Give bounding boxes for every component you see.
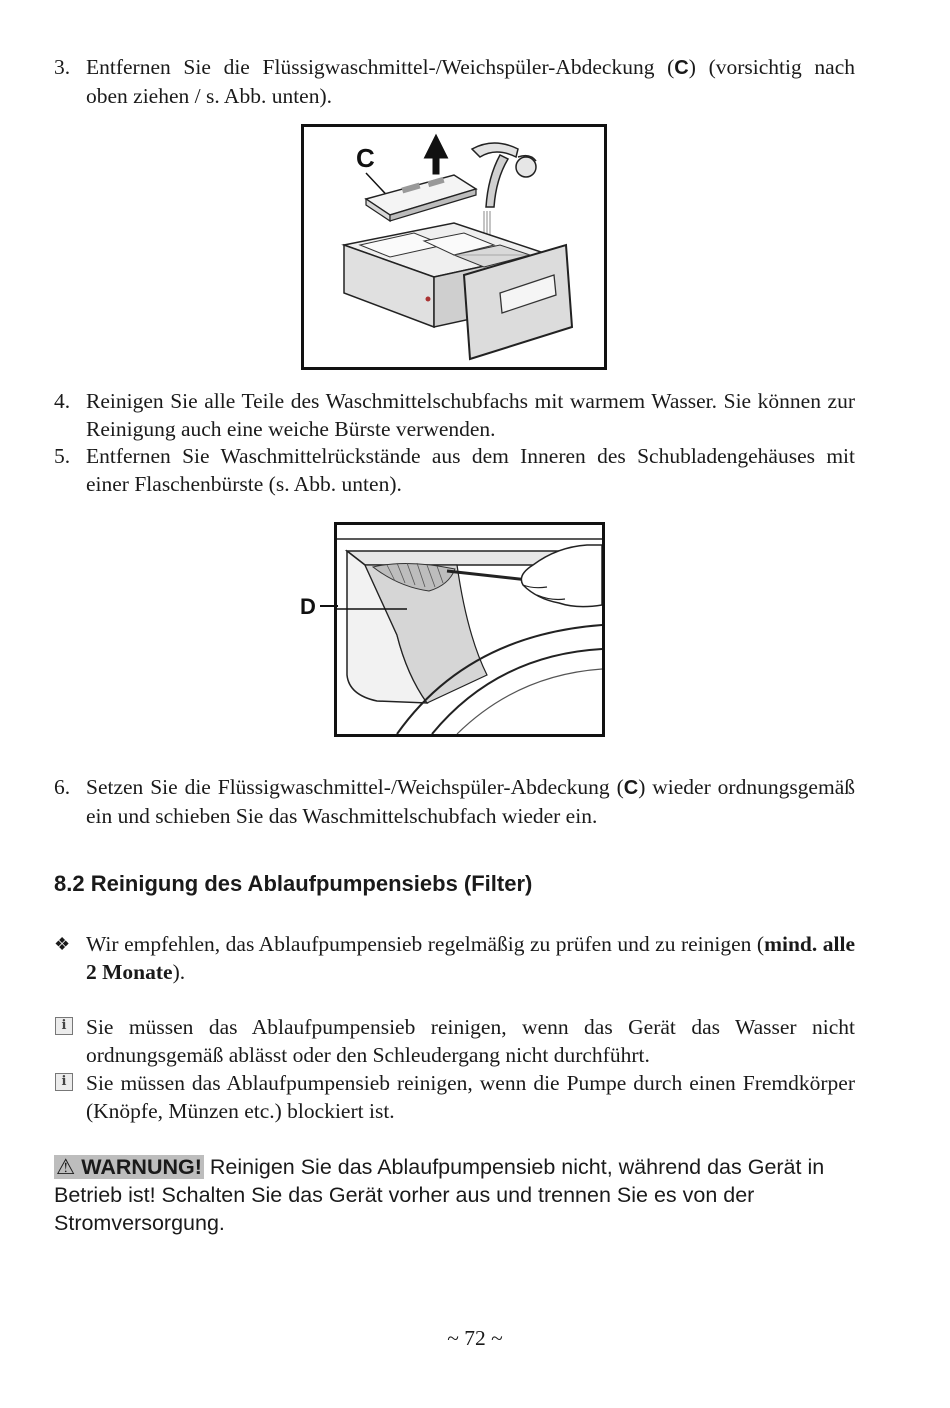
figure-label-d-outer: D xyxy=(300,594,316,619)
up-arrow-icon xyxy=(426,137,446,173)
step-6 xyxy=(54,774,855,830)
diamond-bullet-icon: ❖ xyxy=(54,934,71,954)
step-number: 4. xyxy=(54,389,71,413)
page-number: ~ 72 ~ xyxy=(447,1326,503,1350)
section-heading: 8.2 Reinigung des Ablaufpumpensiebs (Filter) xyxy=(54,871,533,896)
warning-block xyxy=(54,1153,864,1237)
figure-label-c: C xyxy=(356,143,375,173)
figure-d-leader xyxy=(320,605,338,607)
housing-illustration xyxy=(337,525,602,734)
info-text: Sie müssen das Ablaufpumpensieb reinigen, wenn die Pumpe durch einen Fremdkörper (Knöpfe, Münzen etc.) blockiert ist. xyxy=(86,1071,855,1123)
figure-drawer-cover xyxy=(301,124,607,370)
info-icon: i xyxy=(55,1017,73,1035)
info-text: Sie müssen das Ablaufpumpensieb reinigen, wenn das Gerät das Wasser nicht ordnungsgemäß ablässt oder den Schleudergang nicht durchführt. xyxy=(86,1015,855,1067)
step-5 xyxy=(54,443,855,498)
warning-text: Reinigen Sie das Ablaufpumpensieb nicht, während das Gerät in Betrieb ist! Schalten Sie das Gerät vorher aus und trennen Sie es von der Stromversorgung. xyxy=(54,1155,825,1235)
figure-drawer-housing xyxy=(334,522,605,737)
step-text: Setzen Sie die Flüssigwaschmittel-/Weichspüler-Abdeckung (C) wieder ordnungsgemäß ein und schieben Sie das Waschmittelschubfach wieder ein. xyxy=(86,775,855,828)
step-4 xyxy=(54,388,855,443)
recommendation-text: Wir empfehlen, das Ablaufpumpensieb regelmäßig zu prüfen und zu reinigen (mind. alle 2 Monate). xyxy=(86,932,855,984)
info-icon: i xyxy=(55,1073,73,1091)
drawer-illustration xyxy=(304,127,604,367)
recommendation xyxy=(54,931,855,986)
warning-label: ⚠ WARNUNG! xyxy=(56,1155,202,1179)
info-note-1 xyxy=(54,1014,855,1069)
step-number: 3. xyxy=(54,55,71,79)
step-text: Reinigen Sie alle Teile des Waschmittelschubfachs mit warmem Wasser. Sie können zur Reinigung auch eine weiche Bürste verwenden. xyxy=(86,389,855,441)
step-text: Entfernen Sie die Flüssigwaschmittel-/Weichspüler-Abdeckung (C) (vorsichtig nach oben ziehen / s. Abb. unten). xyxy=(86,55,855,108)
step-text: Entfernen Sie Waschmittelrückstände aus dem Inneren des Schubladengehäuses mit einer Flaschenbürste (s. Abb. unten). xyxy=(86,444,855,496)
info-note-2 xyxy=(54,1070,855,1125)
warning-triangle-icon: ⚠ xyxy=(56,1155,76,1179)
step-number: 5. xyxy=(54,444,71,468)
step-3 xyxy=(54,54,855,110)
step-number: 6. xyxy=(54,775,71,799)
